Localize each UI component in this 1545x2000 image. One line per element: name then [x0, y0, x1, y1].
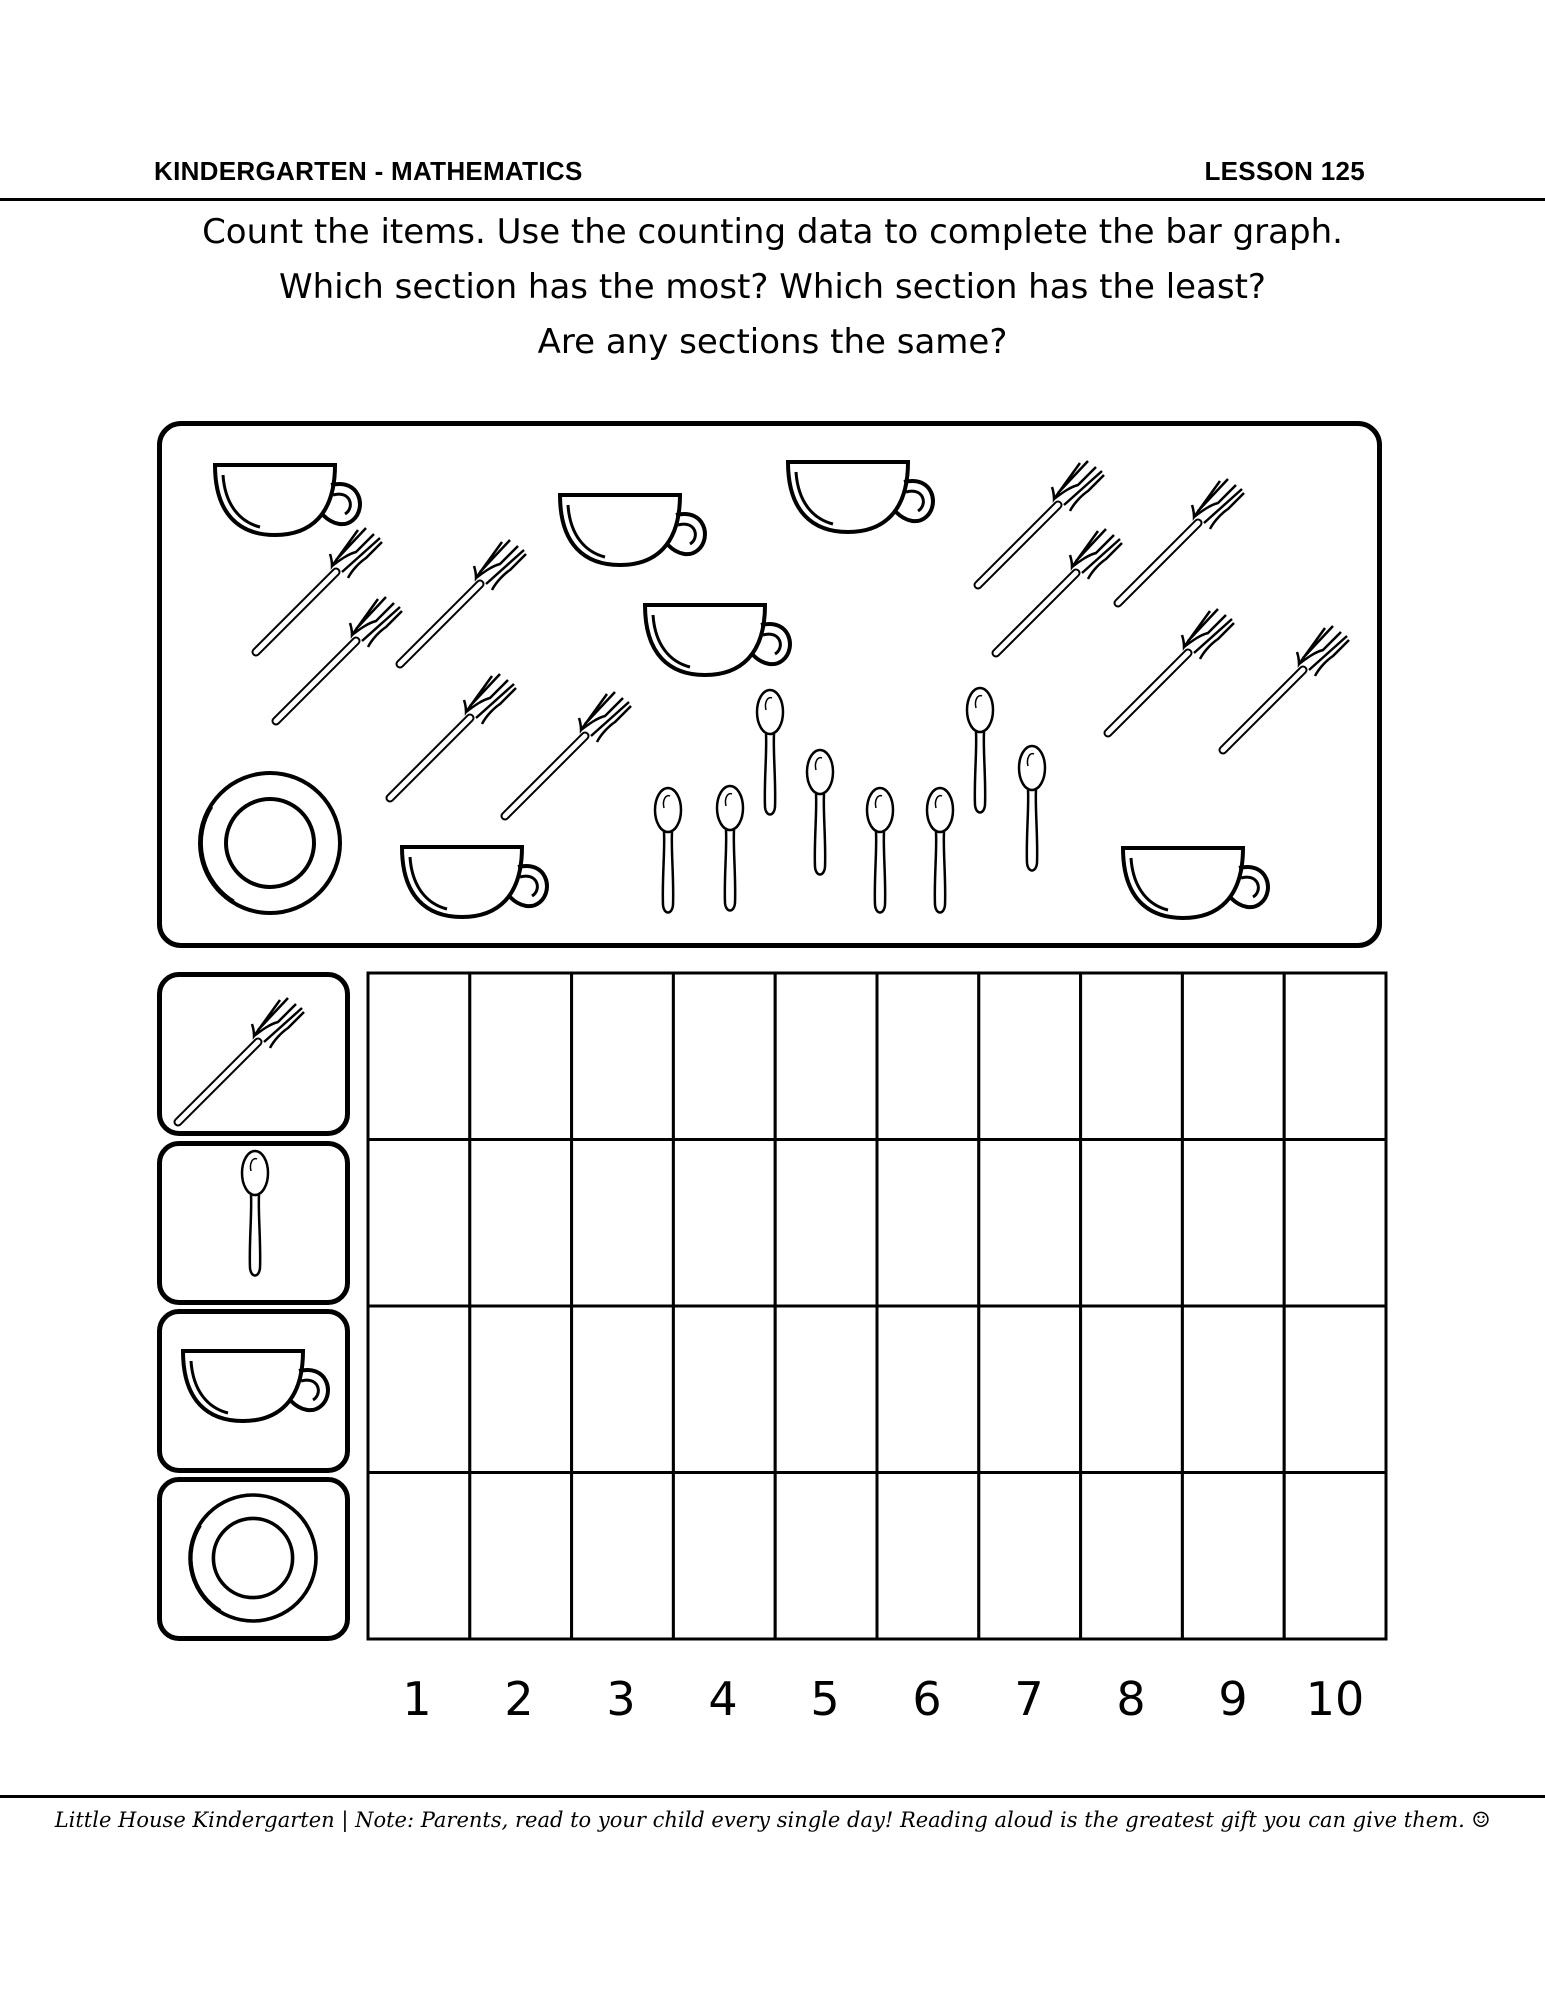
header-divider [0, 198, 1545, 201]
graph-cell-fork-8[interactable] [1081, 973, 1183, 1140]
graph-cell-plate-5[interactable] [775, 1473, 877, 1640]
graph-cell-spoon-9[interactable] [1182, 1140, 1284, 1307]
instruction-line: Which section has the most? Which section has the least? [279, 267, 1266, 307]
graph-cell-spoon-1[interactable] [368, 1140, 470, 1307]
axis-number: 8 [1116, 1672, 1146, 1726]
footer-note: Little House Kindergarten | Note: Parents, read to your child every single day! Reading aloud is the greatest gift you can give them. ☺ [54, 1808, 1491, 1832]
graph-cell-plate-4[interactable] [673, 1473, 775, 1640]
graph-cell-plate-1[interactable] [368, 1473, 470, 1640]
graph-cell-cup-1[interactable] [368, 1306, 470, 1473]
subject-title: KINDERGARTEN - MATHEMATICS [154, 156, 583, 186]
graph-cell-cup-6[interactable] [877, 1306, 979, 1473]
graph-cell-spoon-2[interactable] [470, 1140, 572, 1307]
graph-cell-fork-6[interactable] [877, 973, 979, 1140]
lesson-number: LESSON 125 [1204, 156, 1365, 186]
counting-scene [157, 421, 1382, 948]
graph-cell-fork-5[interactable] [775, 973, 877, 1140]
instruction-line: Are any sections the same? [537, 322, 1008, 362]
graph-cell-spoon-4[interactable] [673, 1140, 775, 1307]
axis-number: 4 [708, 1672, 738, 1726]
graph-cell-spoon-7[interactable] [979, 1140, 1081, 1307]
row-label-spoon [157, 1141, 350, 1305]
graph-cell-plate-8[interactable] [1081, 1473, 1183, 1640]
row-label-fork [157, 972, 350, 1136]
row-label-plate [157, 1477, 350, 1641]
graph-cell-plate-6[interactable] [877, 1473, 979, 1640]
graph-cell-plate-3[interactable] [572, 1473, 674, 1640]
graph-cell-fork-3[interactable] [572, 973, 674, 1140]
graph-cell-spoon-3[interactable] [572, 1140, 674, 1307]
graph-cell-cup-10[interactable] [1284, 1306, 1386, 1473]
axis-number: 1 [402, 1672, 432, 1726]
graph-cell-spoon-5[interactable] [775, 1140, 877, 1307]
graph-cell-spoon-8[interactable] [1081, 1140, 1183, 1307]
graph-cell-cup-2[interactable] [470, 1306, 572, 1473]
graph-cell-cup-7[interactable] [979, 1306, 1081, 1473]
bar-graph-grid [366, 971, 1388, 1641]
graph-cell-cup-8[interactable] [1081, 1306, 1183, 1473]
graph-cell-cup-4[interactable] [673, 1306, 775, 1473]
instruction-line: Count the items. Use the counting data to complete the bar graph. [202, 212, 1343, 252]
graph-cell-fork-7[interactable] [979, 973, 1081, 1140]
graph-cell-plate-2[interactable] [470, 1473, 572, 1640]
graph-cell-fork-9[interactable] [1182, 973, 1284, 1140]
axis-number: 10 [1305, 1672, 1365, 1726]
graph-cell-plate-9[interactable] [1182, 1473, 1284, 1640]
graph-cell-fork-4[interactable] [673, 973, 775, 1140]
axis-number: 2 [504, 1672, 534, 1726]
axis-number: 7 [1014, 1672, 1044, 1726]
graph-cell-plate-10[interactable] [1284, 1473, 1386, 1640]
row-label-cup [157, 1309, 350, 1473]
axis-number: 6 [912, 1672, 942, 1726]
graph-cell-cup-3[interactable] [572, 1306, 674, 1473]
axis-number: 9 [1218, 1672, 1248, 1726]
graph-cell-fork-1[interactable] [368, 973, 470, 1140]
footer-divider [0, 1795, 1545, 1798]
graph-cell-spoon-6[interactable] [877, 1140, 979, 1307]
graph-cell-cup-5[interactable] [775, 1306, 877, 1473]
graph-cell-fork-2[interactable] [470, 973, 572, 1140]
graph-cell-spoon-10[interactable] [1284, 1140, 1386, 1307]
axis-number: 3 [606, 1672, 636, 1726]
axis-number: 5 [810, 1672, 840, 1726]
graph-cell-plate-7[interactable] [979, 1473, 1081, 1640]
number-axis [366, 1672, 1386, 1732]
graph-cell-cup-9[interactable] [1182, 1306, 1284, 1473]
graph-cell-fork-10[interactable] [1284, 973, 1386, 1140]
